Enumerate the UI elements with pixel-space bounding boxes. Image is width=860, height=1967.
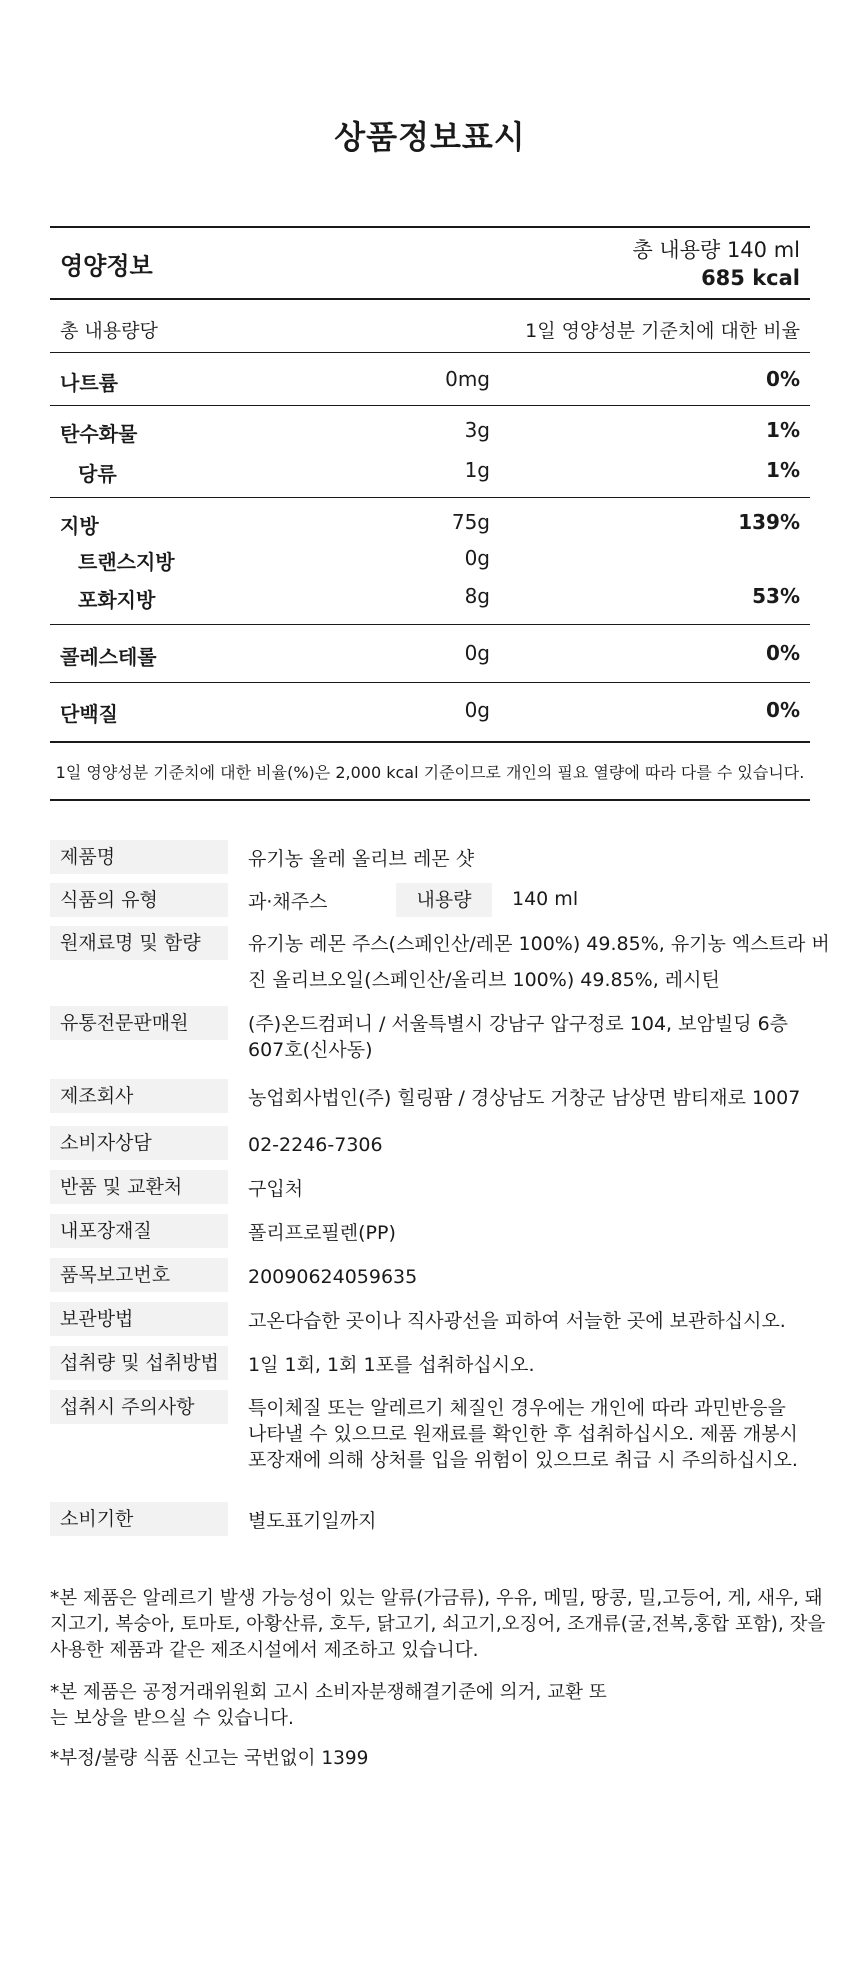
nutrient-percent: 0%	[766, 698, 800, 722]
nutrient-name: 지방	[60, 514, 99, 538]
nutrition-footnote: 1일 영양성분 기준치에 대한 비율(%)은 2,000 kcal 기준이므로 개인의 필요 열량에 따라 다를 수 있습니다.	[55, 763, 805, 782]
compensation-notice: *본 제품은 공정거래위원회 고시 소비자분쟁해결기준에 의거, 교환 또는 보상을 받으실 수 있습니다.	[50, 1682, 607, 1729]
nutrient-name: 포화지방	[78, 588, 156, 612]
nutrient-name: 탄수화물	[60, 422, 138, 446]
info-label: 식품의 유형	[50, 883, 228, 917]
nutrient-percent: 139%	[738, 510, 800, 534]
info-label: 제조회사	[50, 1079, 228, 1113]
nutrition-bottom-rule	[50, 799, 810, 801]
nutrient-name: 콜레스테롤	[60, 645, 157, 669]
page-title: 상품정보표시	[334, 118, 526, 156]
nutrient-percent: 1%	[766, 458, 800, 482]
info-label: 유통전문판매원	[50, 1006, 228, 1040]
info-value: 폴리프로필렌(PP)	[248, 1222, 396, 1244]
info-value: 1일 1회, 1회 1포를 섭취하십시오.	[248, 1354, 535, 1376]
info-label: 보관방법	[50, 1302, 228, 1336]
nutrition-top-rule	[50, 226, 810, 228]
nutrient-name: 단백질	[60, 702, 118, 726]
nutrition-header: 영양정보	[60, 252, 153, 280]
info-label-volume: 내용량	[396, 883, 492, 917]
info-value: 유기농 올레 올리브 레몬 샷	[248, 848, 475, 870]
nutrition-rule	[50, 352, 810, 353]
nutrient-amount: 0g	[464, 641, 490, 665]
nutrition-rule	[50, 405, 810, 406]
nutrient-row-fat	[50, 510, 810, 540]
info-value: 20090624059635	[248, 1266, 418, 1288]
nutrient-row-protein	[50, 698, 810, 728]
nutrient-amount: 8g	[464, 584, 490, 608]
info-value: 농업회사법인(주) 힐링팜 / 경상남도 거창군 남상면 밤티재로 1007	[248, 1087, 801, 1109]
nutrient-amount: 0g	[464, 698, 490, 722]
nutrient-amount: 3g	[464, 418, 490, 442]
nutrient-percent: 0%	[766, 641, 800, 665]
nutrition-rule	[50, 624, 810, 625]
info-value: 02-2246-7306	[248, 1134, 383, 1156]
nutrient-row-carbohydrate	[50, 418, 810, 448]
nutrition-header-rule	[50, 298, 810, 300]
nutrient-row-sodium	[50, 367, 810, 397]
info-label: 원재료명 및 함량	[50, 926, 228, 960]
nutrient-amount: 75g	[451, 510, 490, 534]
nutrition-rule	[50, 682, 810, 683]
nutrition-rule	[50, 497, 810, 498]
nutrient-name: 트랜스지방	[78, 550, 175, 574]
info-value: 과·채주스	[248, 891, 328, 913]
info-value: 특이체질 또는 알레르기 체질인 경우에는 개인에 따라 과민반응을 나타낼 수 있으므로 원재료를 확인한 후 섭취하십시오. 제품 개봉시 포장재에 의해 상처를 입을 위험이 있으므로 취급 시 주의하십시오.	[248, 1397, 798, 1471]
nutrition-total	[632, 236, 800, 292]
info-value-volume: 140 ml	[512, 888, 579, 910]
allergy-notice: *본 제품은 알레르기 발생 가능성이 있는 알류(가금류), 우유, 메밀, 땅콩, 밀,고등어, 게, 새우, 돼지고기, 복숭아, 토마토, 아황산류, 호두, 닭고기, 쇠고기,오징어, 조개류(굴,전복,홍합 포함), 잣을 사용한 제품과 같은 제조시설에서 제조하고 있습니다.	[50, 1588, 826, 1661]
nutrient-percent: 53%	[752, 584, 800, 608]
nutrient-amount: 0g	[464, 546, 490, 570]
info-value: (주)온드컴퍼니 / 서울특별시 강남구 압구정로 104, 보암빌딩 6층 607호(신사동)	[248, 1013, 789, 1061]
info-label: 내포장재질	[50, 1214, 228, 1248]
nutrient-percent: 1%	[766, 418, 800, 442]
info-label: 소비기한	[50, 1502, 228, 1536]
info-value: 별도표기일까지	[248, 1510, 377, 1532]
info-value: 유기농 레몬 주스(스페인산/레몬 100%) 49.85%, 유기농 엑스트라 버진 올리브오일(스페인산/올리브 100%) 49.85%, 레시틴	[248, 933, 830, 991]
info-label: 반품 및 교환처	[50, 1170, 228, 1204]
per-total-label: 총 내용량당	[60, 320, 158, 342]
nutrient-amount: 0mg	[445, 367, 490, 391]
total-kcal: 685 kcal	[701, 266, 800, 290]
info-value: 고온다습한 곳이나 직사광선을 피하여 서늘한 곳에 보관하십시오.	[248, 1310, 786, 1332]
info-label: 품목보고번호	[50, 1258, 228, 1292]
daily-value-label: 1일 영양성분 기준치에 대한 비율	[525, 320, 800, 342]
info-label: 섭취시 주의사항	[50, 1390, 228, 1424]
nutrient-row-sugars	[50, 458, 810, 488]
info-label: 소비자상담	[50, 1126, 228, 1160]
nutrient-name: 나트륨	[60, 371, 118, 395]
nutrient-row-trans-fat	[50, 546, 810, 576]
info-label: 섭취량 및 섭취방법	[50, 1346, 228, 1380]
nutrition-rule	[50, 741, 810, 743]
info-value: 구입처	[248, 1178, 304, 1200]
nutrient-row-cholesterol	[50, 641, 810, 671]
total-amount: 총 내용량 140 ml	[632, 238, 800, 262]
report-notice: *부정/불량 식품 신고는 국번없이 1399	[50, 1748, 369, 1769]
info-label: 제품명	[50, 840, 228, 874]
nutrient-amount: 1g	[464, 458, 490, 482]
nutrient-row-saturated-fat	[50, 584, 810, 614]
nutrient-name: 당류	[78, 462, 117, 486]
nutrient-percent: 0%	[766, 367, 800, 391]
